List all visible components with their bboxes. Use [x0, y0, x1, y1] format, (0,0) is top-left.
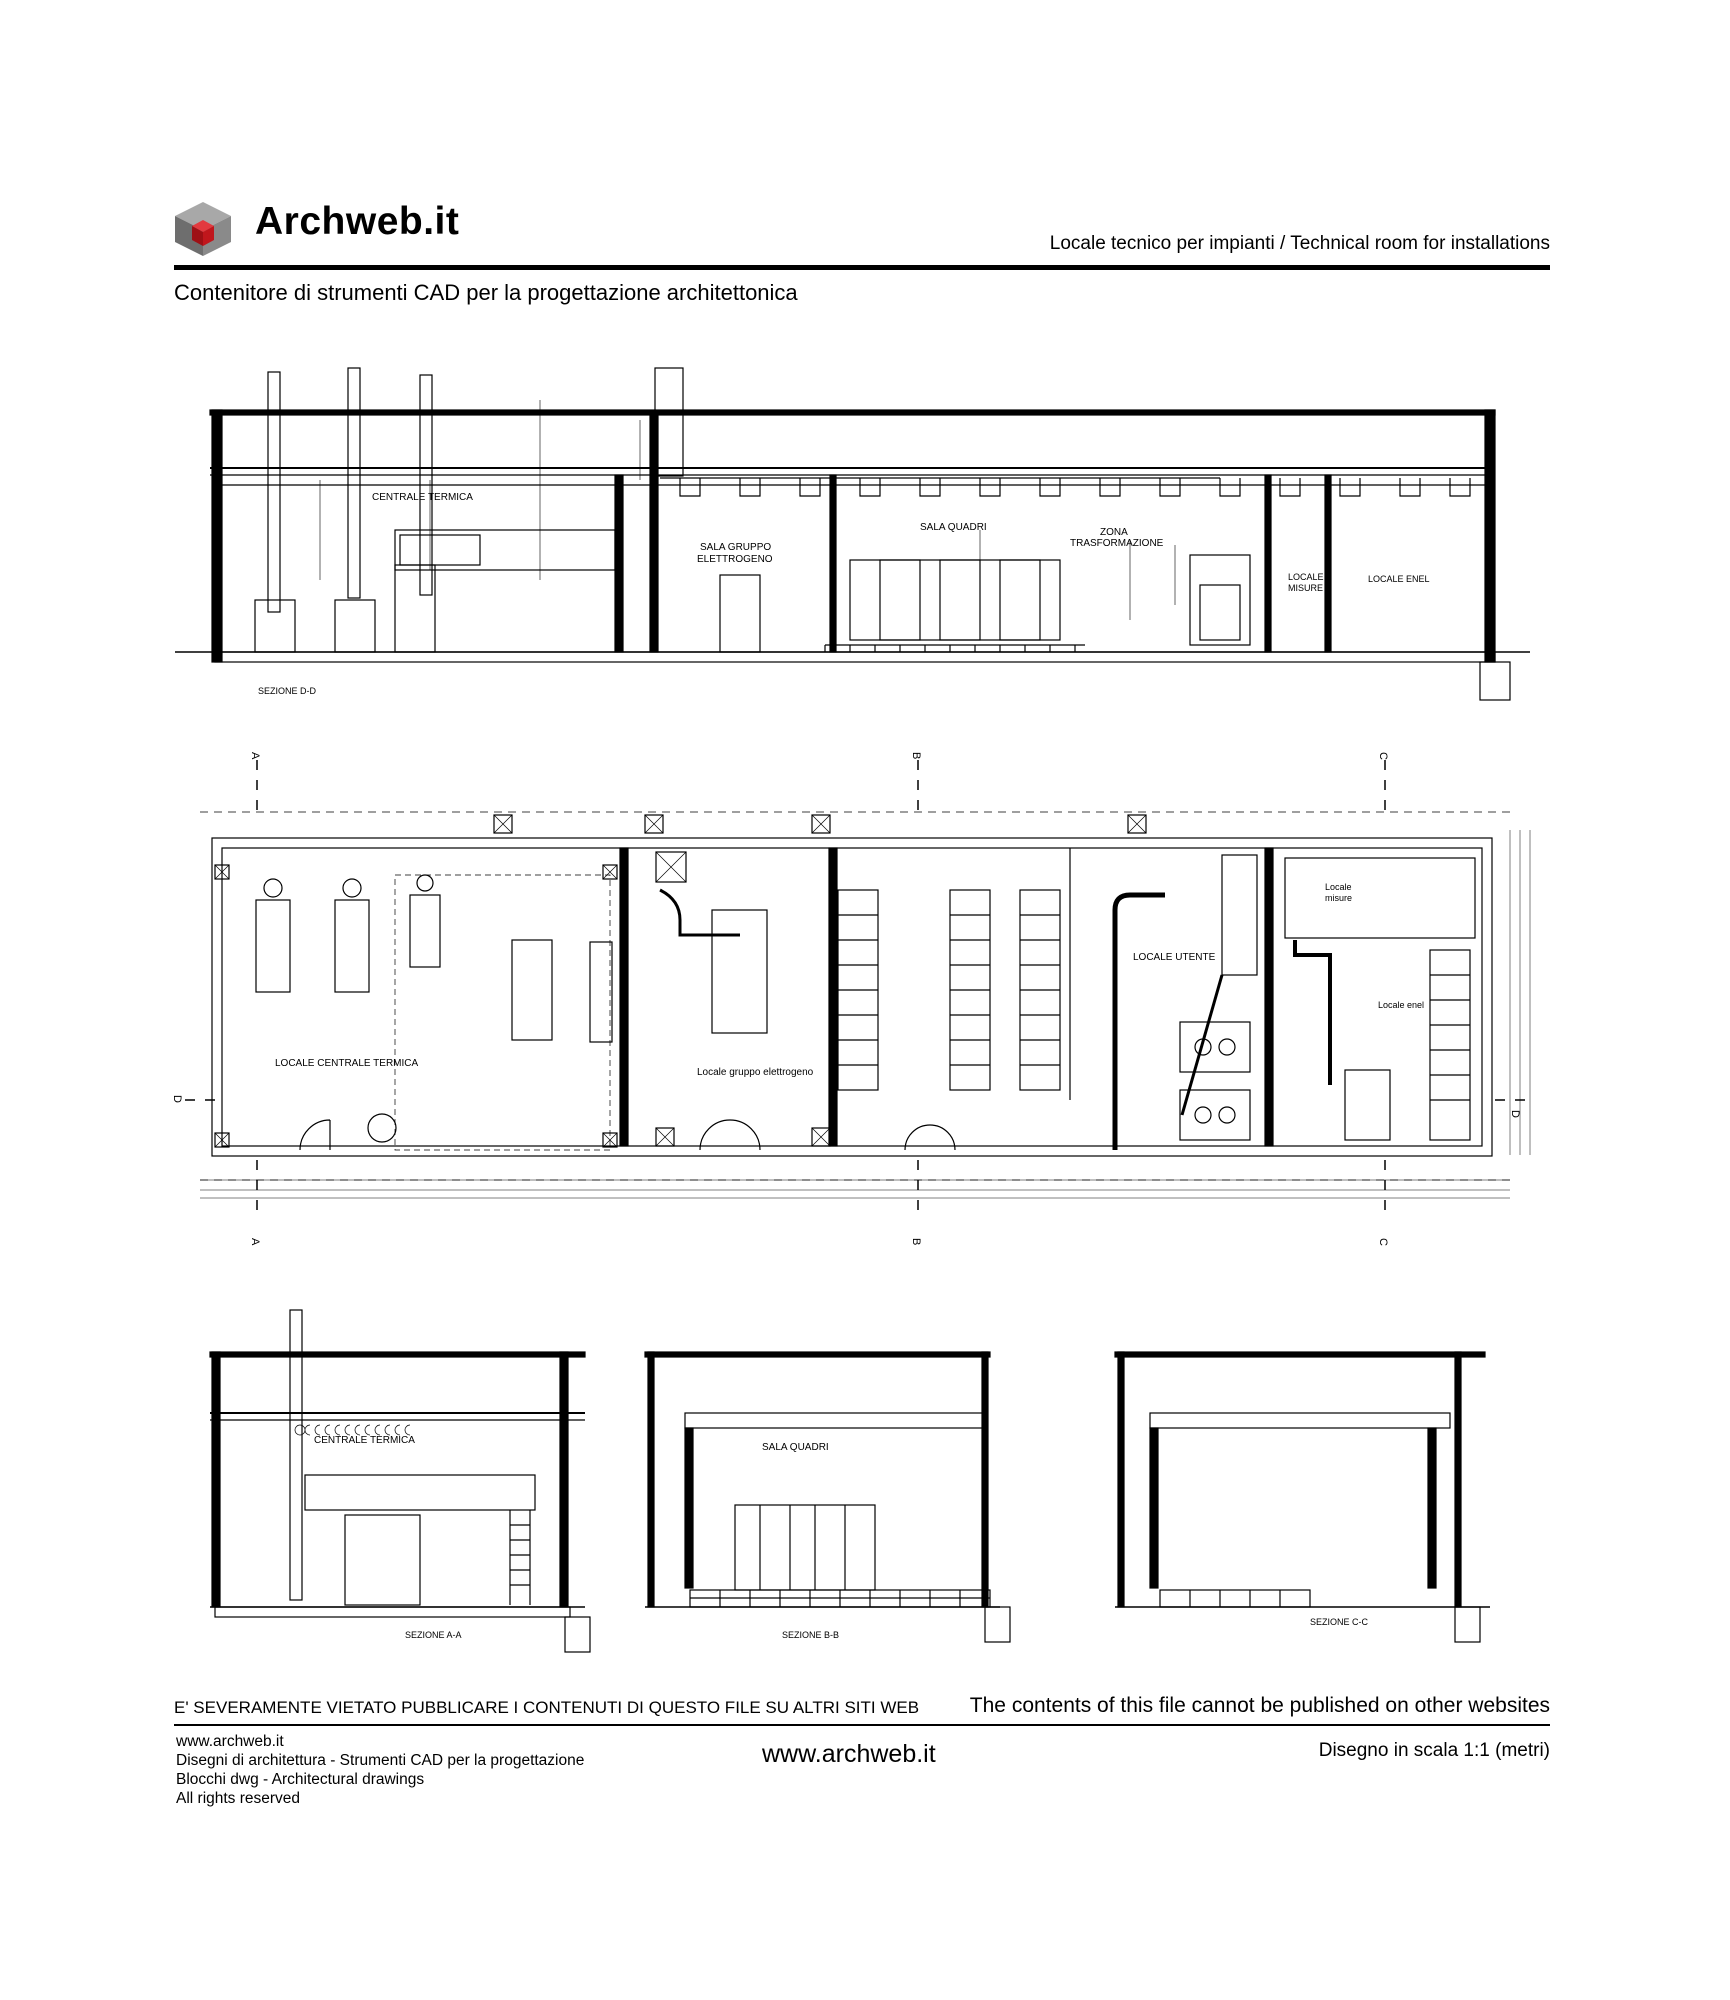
section-title: SEZIONE D-D [258, 686, 317, 696]
subtitle: Contenitore di strumenti CAD per la progettazione architettonica [174, 280, 798, 305]
section-marker: B [910, 1238, 922, 1246]
footer-line: Blocchi dwg - Architectural drawings [176, 1771, 425, 1788]
floor-plan [171, 752, 1530, 1246]
footer-line[interactable]: www.archweb.it [176, 1733, 284, 1750]
section-marker: D [1509, 1110, 1521, 1118]
copyright-warning-italian: E' SEVERAMENTE VIETATO PUBBLICARE I CONTENUTI DI QUESTO FILE SU ALTRI SITI WEB [174, 1698, 920, 1717]
copyright-warning-english: The contents of this file cannot be published on other websites [969, 1694, 1550, 1717]
room-label: SALA QUADRI [762, 1442, 829, 1453]
room-label: CENTRALE TERMICA [372, 492, 473, 503]
room-label: SALA QUADRI [920, 522, 987, 533]
section-marker: A [249, 752, 261, 760]
room-label: LOCALE [1288, 572, 1324, 582]
section-dd [175, 368, 1530, 700]
section-cc [1115, 1352, 1490, 1642]
footer-line: All rights reserved [176, 1790, 301, 1807]
room-label: LOCALE CENTRALE TERMICA [275, 1058, 419, 1069]
section-marker: C [1377, 752, 1389, 760]
room-label: ZONA [1100, 527, 1128, 538]
drawing-title: Locale tecnico per impianti / Technical room for installations [1049, 233, 1550, 254]
footer-info [176, 1732, 584, 1808]
section-title: SEZIONE C-C [1310, 1617, 1369, 1627]
footer-divider [174, 1724, 1550, 1726]
section-marker: A [249, 1238, 261, 1246]
room-label: misure [1325, 893, 1353, 903]
footer-website-link[interactable]: www.archweb.it [762, 1740, 936, 1768]
room-label: TRASFORMAZIONE [1070, 538, 1164, 549]
room-label: LOCALE UTENTE [1133, 952, 1216, 963]
section-aa [210, 1310, 590, 1652]
section-marker: D [171, 1095, 183, 1103]
roof-beams [660, 478, 1470, 496]
room-label: ELETTROGENO [697, 554, 773, 565]
room-label: MISURE [1288, 583, 1324, 593]
room-label: SALA GRUPPO [700, 542, 772, 553]
room-label: CENTRALE TERMICA [314, 1435, 415, 1446]
drawing-scale: Disegno in scala 1:1 (metri) [1318, 1740, 1550, 1761]
room-label: Locale enel [1378, 1000, 1425, 1010]
section-bb [645, 1352, 1010, 1642]
logo-text: Archweb.it [255, 200, 460, 243]
section-marker: C [1377, 1238, 1389, 1246]
room-label: Locale [1325, 882, 1352, 892]
section-title: SEZIONE A-A [405, 1630, 462, 1640]
footer-line: Disegni di architettura - Strumenti CAD per la progettazione [176, 1752, 585, 1769]
section-title: SEZIONE B-B [782, 1630, 840, 1640]
room-label: Locale gruppo elettrogeno [697, 1067, 814, 1078]
section-marker: B [910, 752, 922, 760]
room-label: LOCALE ENEL [1368, 574, 1430, 584]
